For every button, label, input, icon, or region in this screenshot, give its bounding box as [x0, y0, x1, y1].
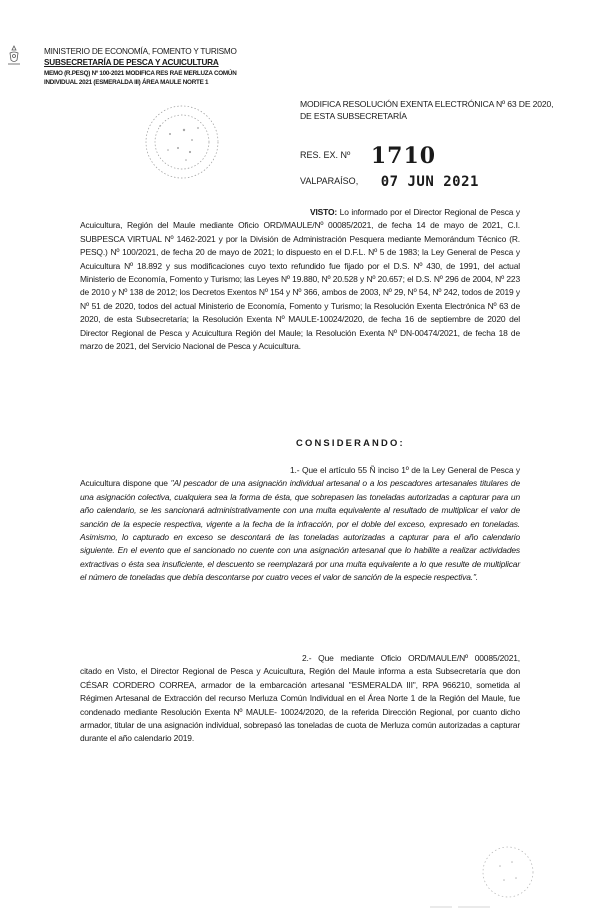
resolution-number-line [300, 138, 437, 169]
considerando-item-1 [80, 464, 520, 585]
coat-of-arms-icon [6, 44, 22, 70]
official-stamp-icon [140, 100, 224, 184]
visto-label: VISTO: [310, 207, 338, 217]
letterhead [44, 46, 284, 87]
footer-mark-icon [430, 905, 490, 909]
resolution-number: 1710 [370, 143, 437, 169]
memo-reference-line1: MEMO (R.PESQ) Nº 100-2021 MODIFICA RES RAE MERLUZA COMÚN [44, 70, 237, 77]
subsecretaria-name: SUBSECRETARÍA DE PESCA Y ACUICULTURA [44, 58, 219, 67]
considerando-heading: CONSIDERANDO: [296, 437, 405, 448]
considerando-item-2: 2.- Que mediante Oficio ORD/MAULE/Nº 00085/2021, citado en Visto, el Director Regional de Pesca y Acuicultura, Región del Maule informa a esta Subsecretaría que don CÉSAR CORDERO CORREA, armador de la embarcación artesanal "ESMERALDA III", RPA 966210, sometida al Régimen Artesanal de Extracción del recurso Merluza Común Individual en el Área Norte 1 de la Región del Maule, fue condenado mediante Resolución Exenta Nº MAULE- 10024/2020, de la referida Dirección Regional, por cuanto dicho armador, titular de una asignación individual, sobrepasó las toneladas de cuota de Merluza común autorizadas a capturar durante el año calendario 2019. [80, 653, 520, 744]
page-stamp-icon [478, 842, 538, 902]
place-date-line [300, 172, 479, 188]
resolution-number-label: RES. EX. Nº [300, 150, 351, 160]
visto-paragraph [80, 206, 520, 353]
place-label: VALPARAÍSO, [300, 176, 359, 186]
resolution-date: 07 JUN 2021 [380, 174, 479, 190]
considerando-item-1-intro: 1.- Que el artículo 55 Ñ inciso 1º de la Ley General de Pesca y Acuicultura dispone que [80, 465, 520, 489]
resolution-subject: MODIFICA RESOLUCIÓN EXENTA ELECTRÓNICA Nº 63 DE 2020, DE ESTA SUBSECRETARÍA [300, 99, 554, 121]
visto-text: Lo informado por el Director Regional de Pesca y Acuicultura, Región del Maule mediante Oficio ORD/MAULE/Nº 00085/2021, de fecha 14 de mayo de 2021, C.I. SUBPESCA VIRTUAL Nº 1462-2021 y por la División de Administración Pesquera mediante Memorándum Técnico (R. PESQ.) Nº 100/2021, de fecha 20 de mayo de 2021; lo dispuesto en el D.F.L. Nº 5 de 1983; la Ley General de Pesca y Acuicultura Nº 18.892 y sus modificaciones cuyo texto refundido fue fijado por el D.S. Nº 430, de 1991, del actual Ministerio de Economía, Fomento y Turismo; las Leyes Nº 19.880, Nº 20.528 y Nº 20.657; el D.S. Nº 296 de 2004, Nº 223 de 2010 y Nº 138 de 2012; los Decretos Exentos Nº 154 y Nº 366, ambos de 2003, Nº 29, Nº 54, Nº 242, todos de 2019 y Nº 51 de 2020, todos del actual Ministerio de Economía, Fomento y Turismo; la Resolución Exenta Electrónica Nº 63 de 2020, de esta Subsecretaría; la Resolución Exenta Nº MAULE-10024/2020, de fecha 16 de septiembre de 2020 del Director Regional de Pesca y Acuicultura Región del Maule; la Resolución Exenta Nº DN-00474/2021, de fecha 18 de marzo de 2021, del Servicio Nacional de Pesca y Acuicultura. [80, 207, 520, 352]
memo-reference-line2: INDIVIDUAL 2021 (ESMERALDA III) ÁREA MAULE NORTE 1 [44, 78, 209, 86]
ministry-name: MINISTERIO DE ECONOMÍA, FOMENTO Y TURISMO [44, 47, 237, 56]
considerando-item-1-quote: "Al pescador de una asignación individual artesanal o a los pescadores artesanales titulares de una asignación colectiva, cualquiera sea la forma de ésta, que sobrepasen las toneladas autorizadas a capturar para un año calendario, se les sancionará administrativamente con una multa equivalente al resultado de multiplicar el valor de sanción de la especie respectiva, vigente a la fecha de la infracción, por el doble del exceso, expresado en toneladas. Asimismo, lo capturado en exceso se descontará de las toneladas autorizadas a capturar para el año calendario siguiente. En el evento que el sancionado no cuente con una asignación artesanal que lo habilite a realizar actividades extractivas o ésta sea insuficiente, el descuento se reemplazará por una multa equivalente a lo que resulte de multiplicar el número de toneladas que debía descontarse por cuatro veces el valor de sanción de la especie respectiva.". [80, 478, 520, 583]
